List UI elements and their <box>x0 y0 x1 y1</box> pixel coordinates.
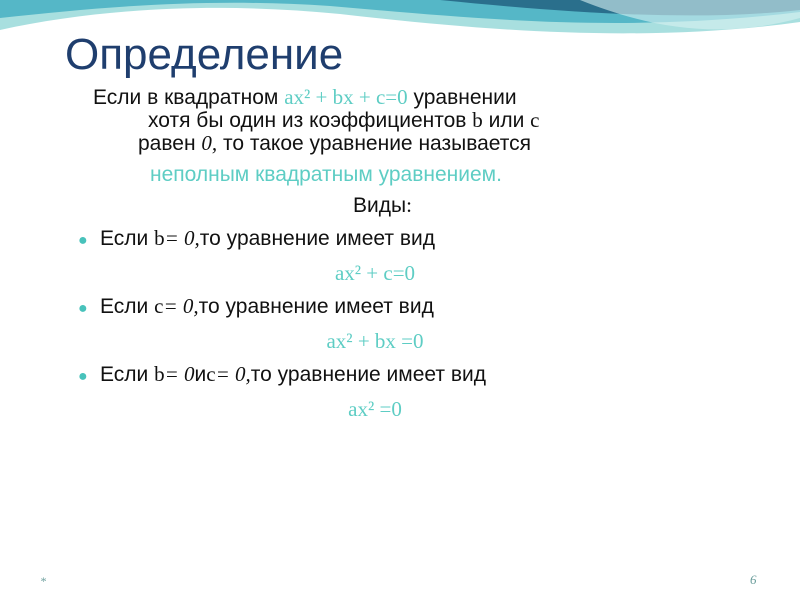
intro-text: то такое уравнение называется <box>217 132 532 155</box>
case-if: Если <box>100 227 149 250</box>
bullet-icon: ● <box>78 368 88 385</box>
types-colon: : <box>406 193 412 217</box>
var-c: c <box>530 108 540 132</box>
intro-text: хотя бы один из коэффициентов <box>148 109 473 132</box>
case-condition: = 0, <box>164 226 200 250</box>
intro-text: уравнении <box>407 86 517 109</box>
intro-text: или <box>482 109 531 132</box>
case-1-formula: ax² + c=0 <box>334 261 416 285</box>
case-var: c <box>154 294 164 318</box>
case-3 <box>78 363 720 388</box>
intro-line-1 <box>80 86 720 109</box>
intro-line-3 <box>80 132 720 155</box>
slide-content <box>80 86 720 421</box>
case-2 <box>78 295 720 320</box>
case-if: Если <box>100 363 149 386</box>
var-b: b <box>472 108 483 132</box>
case-3-formula: ax² =0 <box>348 397 402 421</box>
case-and: и <box>194 363 207 386</box>
slide-title: Определение <box>65 30 344 79</box>
page-number: 6 <box>750 572 757 587</box>
bullet-icon: ● <box>78 232 88 249</box>
case-if: Если <box>100 295 149 318</box>
case-var: b <box>154 226 165 250</box>
bullet-icon: ● <box>78 300 88 317</box>
types-heading <box>80 194 720 217</box>
incomplete-quadratic-term: неполным квадратным уравнением. <box>150 163 502 186</box>
case-var: b <box>154 362 165 386</box>
general-equation: ax² + bx + c=0 <box>284 85 408 109</box>
case-condition: = 0, <box>163 294 199 318</box>
footer-date-placeholder: * <box>40 574 46 588</box>
definition-highlight <box>80 163 720 186</box>
case-condition-2: = 0, <box>215 362 251 386</box>
case-condition: = 0 <box>164 362 195 386</box>
types-label: Виды <box>353 194 407 217</box>
case-2-formula: ax² + bx =0 <box>326 329 424 353</box>
case-var-2: c <box>206 362 216 386</box>
case-rest: то уравнение имеет вид <box>199 227 435 250</box>
intro-line-2 <box>80 109 720 132</box>
case-1 <box>78 227 720 252</box>
intro-text: равен <box>138 132 202 155</box>
zero-value: 0, <box>201 131 218 155</box>
case-rest: то уравнение имеет вид <box>198 295 434 318</box>
case-rest: то уравнение имеет вид <box>250 363 486 386</box>
intro-text: Если в квадратном <box>93 86 285 109</box>
